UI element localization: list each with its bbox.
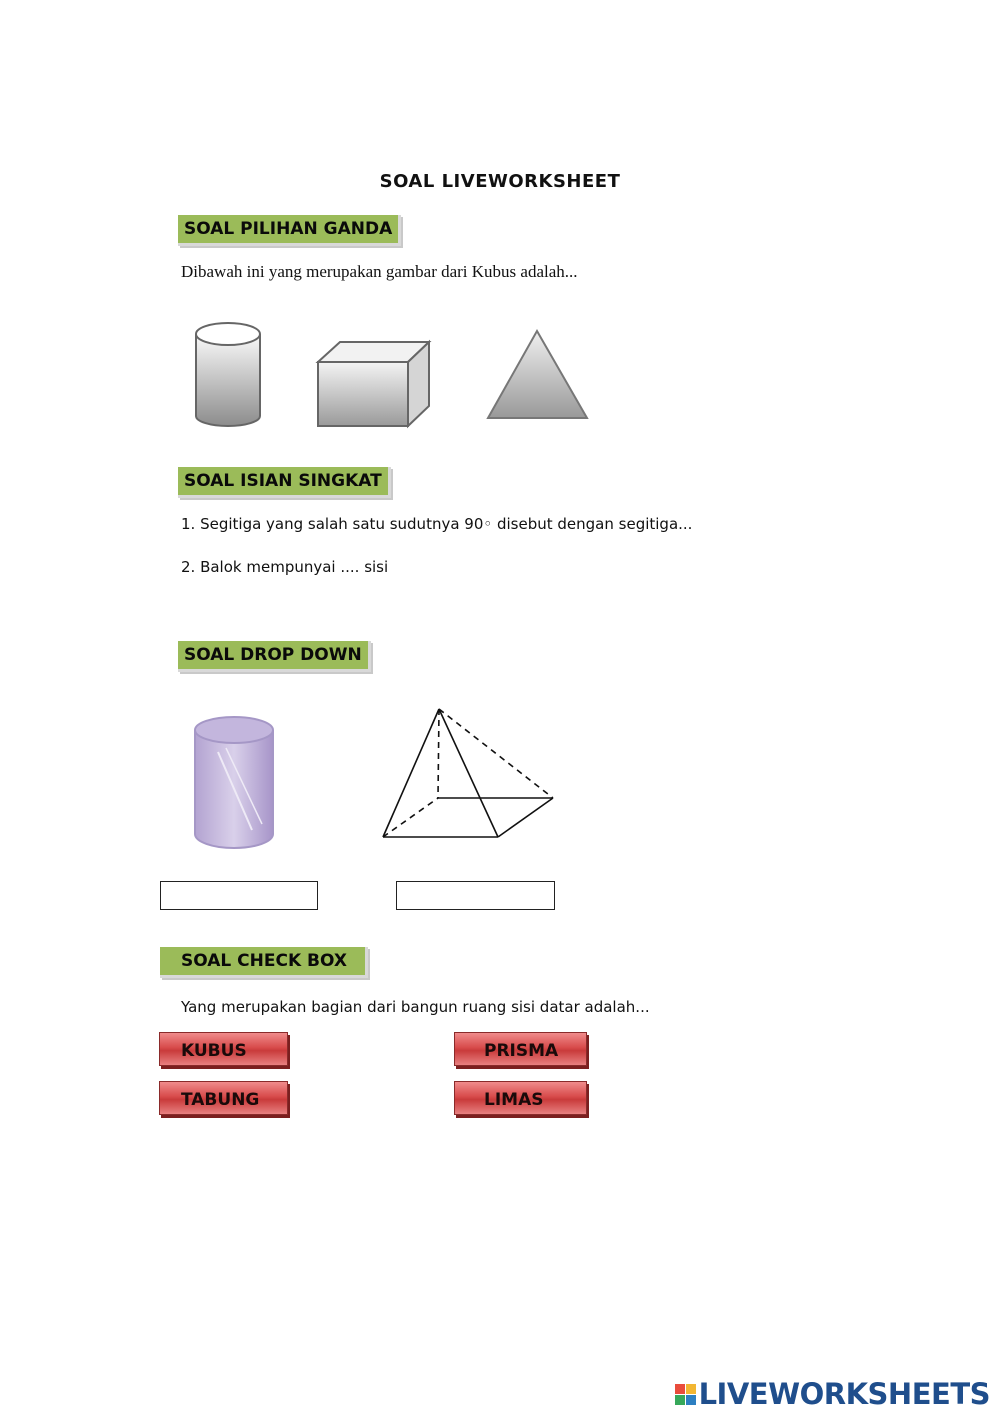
option-kubus-button[interactable]: KUBUS [159, 1032, 288, 1066]
purple-cylinder-icon [190, 712, 280, 854]
question-pilihan-ganda: Dibawah ini yang merupakan gambar dari Kubus adalah... [181, 262, 578, 281]
option-tabung-button[interactable]: TABUNG [159, 1081, 288, 1115]
dropdown-answer-pyramid[interactable] [396, 881, 555, 910]
section-heading-check-box: SOAL CHECK BOX [160, 947, 368, 978]
pyramid-icon [378, 703, 560, 843]
option-prisma-button[interactable]: PRISMA [454, 1032, 587, 1066]
logo-text: LIVEWORKSHEETS [698, 1377, 990, 1411]
question-check-box: Yang merupakan bagian dari bangun ruang sisi datar adalah... [181, 998, 650, 1016]
section-heading-pilihan-ganda: SOAL PILIHAN GANDA [178, 215, 401, 246]
section-heading-isian-singkat: SOAL ISIAN SINGKAT [178, 467, 391, 498]
option-limas-button[interactable]: LIMAS [454, 1081, 587, 1115]
cylinder-icon[interactable] [190, 318, 270, 433]
dropdown-answer-cylinder[interactable] [160, 881, 318, 910]
page-title: SOAL LIVEWORKSHEET [379, 171, 621, 192]
liveworksheets-logo [675, 1377, 990, 1411]
question-isian-1: 1. Segitiga yang salah satu sudutnya 90◦ disebut dengan segitiga... [181, 515, 693, 533]
triangle-icon[interactable] [483, 326, 593, 424]
section-heading-drop-down: SOAL DROP DOWN [178, 641, 371, 672]
logo-mark-icon [675, 1384, 696, 1405]
cuboid-icon[interactable] [312, 336, 437, 434]
question-isian-2: 2. Balok mempunyai .... sisi [181, 558, 389, 576]
